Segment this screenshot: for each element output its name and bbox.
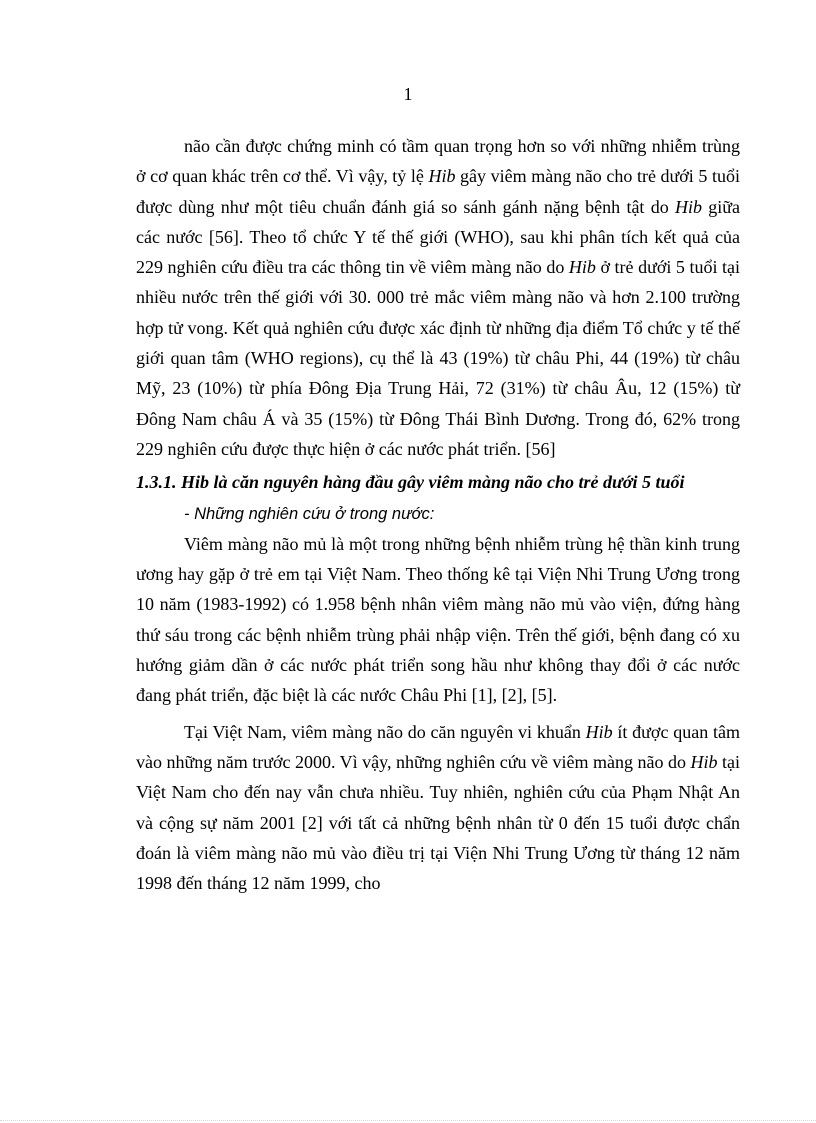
hib-term: Hib [585, 721, 613, 742]
subheading-text: - Những nghiên cứu ở trong nước: [184, 504, 435, 523]
paragraph-text: tại Việt Nam cho đến nay vẫn chưa nhiều. Tuy nhiên, nghiên cứu của Phạm Nhật An và cộng sự năm 2001 [2] với tất cả những bệnh nhân từ 0 đến 15 tuổi được chẩn đoán là viêm màng não mủ vào điều trị tại Viện Nhi Trung Ương từ tháng 12 năm 1998 đến tháng 12 năm 1999, cho [136, 751, 740, 894]
paragraph-intro [136, 131, 740, 464]
paragraph-text: gây viêm màng não cho trẻ dưới 5 tuổi được dùng như một tiêu chuẩn đánh giá so sánh gánh nặng bệnh tật do [136, 166, 740, 217]
page-bottom-divider [0, 1120, 816, 1121]
paragraph-text: giữa các nước [56]. Theo tổ chức Y tế thế giới (WHO), sau khi phân tích kết quả của 229 nghiên cứu điều tra các thông tin về viêm màng não do [136, 196, 740, 278]
paragraph-text: ở trẻ dưới 5 tuổi tại nhiều nước trên thế giới với 30. 000 trẻ mắc viêm màng não và hơn 2.100 trường hợp tử vong. Kết quả nghiên cứu được xác định từ những địa điểm Tổ chức y tế thế giới quan tâm (WHO regions), cụ thể là 43 (19%) từ châu Phi, 44 (19%) từ châu Mỹ, 23 (10%) từ phía Đông Địa Trung Hải, 72 (31%) từ châu Âu, 12 (15%) từ Đông Nam châu Á và 35 (15%) từ Đông Thái Bình Dương. Trong đó, 62% trong 229 nghiên cứu được thực hiện ở các nước phát triển. [56] [136, 257, 741, 459]
section-subheading [136, 498, 740, 529]
paragraph-text: Tại Việt Nam, viêm màng não do căn nguyên vi khuẩn [184, 721, 586, 742]
page-number: 1 [403, 84, 413, 104]
paragraph-vietnam [136, 717, 740, 899]
paragraph-text: ít được quan tâm vào những năm trước 2000. Vì vậy, những nghiên cứu về viêm màng não do [136, 721, 740, 772]
document-body [136, 131, 740, 898]
hib-term: Hib [428, 166, 456, 187]
paragraph-text: não cần được chứng minh có tầm quan trọng hơn so với những nhiễm trùng ở cơ quan khác trên cơ thể. Vì vậy, tỷ lệ [136, 136, 740, 187]
section-heading: 1.3.1. Hib là căn nguyên hàng đầu gây viêm màng não cho trẻ dưới 5 tuổi [136, 472, 685, 493]
hib-term: Hib [674, 196, 702, 217]
paragraph-meningitis: Viêm màng não mủ là một trong những bệnh nhiễm trùng hệ thần kinh trung ương hay gặp ở trẻ em tại Việt Nam. Theo thống kê tại Viện Nhi Trung Ương trong 10 năm (1983-1992) có 1.958 bệnh nhân viêm màng não mủ vào viện, đứng hàng thứ sáu trong các bệnh nhiễm trùng phải nhập viện. Trên thế giới, bệnh đang có xu hướng giảm dần ở các nước phát triển song hầu như không thay đổi ở các nước đang phát triển, đặc biệt là các nước Châu Phi [1], [2], [5]. [136, 533, 740, 706]
hib-term: Hib [690, 751, 718, 772]
hib-term: Hib [568, 257, 596, 278]
